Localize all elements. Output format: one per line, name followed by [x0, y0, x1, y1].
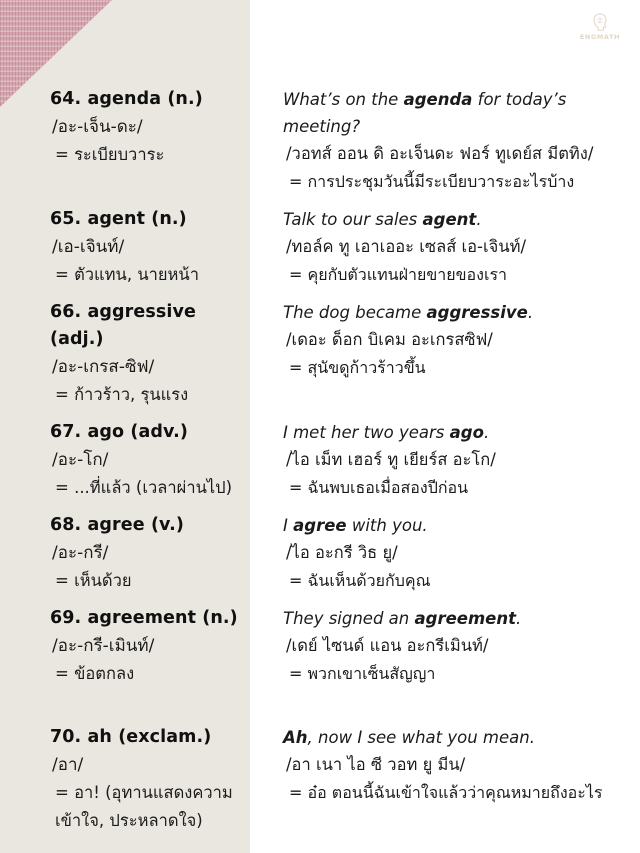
- entry-number: 65.: [50, 209, 82, 229]
- example-pre: I: [283, 516, 294, 535]
- entry-number: 69.: [50, 608, 82, 628]
- example-post: .: [527, 303, 534, 322]
- example-keyword: aggressive: [426, 303, 528, 322]
- example-keyword: agreement: [414, 609, 516, 628]
- example-pronunciation: /เดย์ ไซนด์ แอน อะกรีเมินท์/: [286, 636, 489, 655]
- entry-meaning: = ก้าวร้าว, รุนแรง: [55, 385, 189, 404]
- entry-word: ago: [87, 422, 125, 442]
- entry-pronunciation: /อะ-กรี-เมินท์/: [52, 636, 155, 656]
- example-post: .: [476, 210, 482, 229]
- entry-meaning: = ...ที่แล้ว (เวลาผ่านไป): [55, 478, 233, 497]
- entry-number: 68.: [50, 515, 82, 535]
- entry-pos: (n.): [151, 209, 187, 229]
- example-pronunciation: /ไอ อะกรี วิธ ยู/: [286, 543, 398, 562]
- example-pre: I met her two years: [283, 423, 450, 442]
- example-translation: = การประชุมวันนี้มีระเบียบวาระอะไรบ้าง: [289, 172, 575, 191]
- entry-example-block: [250, 86, 640, 196]
- entry-number: 70.: [50, 727, 82, 747]
- entry-pos: (v.): [150, 515, 184, 535]
- entry-word-block: [0, 605, 250, 688]
- example-keyword: Ah: [283, 728, 308, 747]
- engmath-logo: [568, 12, 632, 41]
- entry-pos: (n.): [202, 608, 238, 628]
- entry-pronunciation: /อา/: [52, 755, 84, 775]
- example-sentence: [283, 724, 583, 751]
- entry-pos: (exclam.): [118, 727, 212, 747]
- vocab-entry: [0, 206, 640, 289]
- entry-pronunciation: /อะ-กรี/: [52, 543, 109, 563]
- example-keyword: agree: [293, 516, 347, 535]
- entry-pos: (adv.): [130, 422, 188, 442]
- entry-number: 64.: [50, 89, 82, 109]
- example-sentence: [283, 512, 583, 539]
- vocab-entry: [0, 299, 640, 409]
- entry-word-block: [0, 419, 250, 502]
- example-translation: = อ๋อ ตอนนี้ฉันเข้าใจแล้วว่าคุณหมายถึงอะไร: [289, 783, 603, 802]
- entry-word-block: [0, 299, 250, 409]
- example-translation: = สุนัขดูก้าวร้าวขึ้น: [289, 358, 426, 377]
- entry-word: agree: [87, 515, 145, 535]
- example-sentence: [283, 86, 583, 140]
- entry-headword: [50, 419, 238, 446]
- entry-headword: [50, 724, 238, 751]
- example-pronunciation: /ทอล์ค ทู เอาเออะ เซลส์ เอ-เจินท์/: [286, 237, 527, 256]
- entry-pronunciation: /เอ-เจินท์/: [52, 237, 125, 257]
- entry-headword: [50, 206, 238, 233]
- entry-word: agenda: [87, 89, 162, 109]
- entry-number: 66.: [50, 302, 82, 322]
- entry-pos: (adj.): [50, 329, 104, 349]
- entry-headword: [50, 299, 238, 353]
- vocab-entry: [0, 724, 640, 835]
- entry-example-block: [250, 512, 640, 595]
- entry-example-block: [250, 419, 640, 502]
- entry-example-block: [250, 605, 640, 688]
- entry-headword: [50, 512, 238, 539]
- entry-word-block: [0, 724, 250, 835]
- entry-meaning: = ตัวแทน, นายหน้า: [55, 265, 199, 284]
- example-post: with you.: [346, 516, 428, 535]
- example-keyword: ago: [449, 423, 484, 442]
- entry-word-block: [0, 86, 250, 196]
- entry-example-block: [250, 724, 640, 835]
- example-keyword: agenda: [403, 90, 473, 109]
- example-translation: = คุยกับตัวแทนฝ่ายขายของเรา: [289, 265, 508, 284]
- example-post: , now I see what you mean.: [307, 728, 535, 747]
- example-pre: They signed an: [283, 609, 415, 628]
- entry-pos: (n.): [167, 89, 203, 109]
- example-keyword: agent: [422, 210, 477, 229]
- example-translation: = ฉันเห็นด้วยกับคุณ: [289, 571, 431, 590]
- entry-word: agent: [87, 209, 146, 229]
- example-sentence: [283, 419, 583, 446]
- entry-meaning: = เห็นด้วย: [55, 571, 132, 590]
- example-pre: The dog became: [283, 303, 427, 322]
- entry-meaning: = ข้อตกลง: [55, 664, 135, 683]
- entry-word: agreement: [87, 608, 197, 628]
- example-pre: What’s on the: [283, 90, 404, 109]
- vocab-entry: [0, 512, 640, 595]
- example-translation: = พวกเขาเซ็นสัญญา: [289, 664, 436, 683]
- head-icon: [591, 12, 609, 32]
- entry-word: ah: [87, 727, 112, 747]
- example-sentence: [283, 299, 583, 326]
- example-pronunciation: /วอทส์ ออน ดิ อะเจ็นดะ ฟอร์ ทูเดย์ส มีตทิง/: [286, 144, 594, 163]
- entry-pronunciation: /อะ-โก/: [52, 450, 109, 470]
- entry-meaning: = ระเบียบวาระ: [55, 145, 165, 164]
- entry-number: 67.: [50, 422, 82, 442]
- entry-example-block: [250, 299, 640, 409]
- vocab-entry: [0, 605, 640, 688]
- example-post: .: [515, 609, 522, 628]
- entry-headword: [50, 605, 238, 632]
- example-sentence: [283, 605, 583, 632]
- vocab-entry: [0, 86, 640, 196]
- example-pronunciation: /อา เนา ไอ ซี วอท ยู มีน/: [286, 755, 466, 774]
- example-pronunciation: /ไอ เม็ท เฮอร์ ทู เยียร์ส อะโก/: [286, 450, 496, 469]
- logo-text: ENGMATH: [579, 33, 621, 41]
- example-translation: = ฉันพบเธอเมื่อสองปีก่อน: [289, 478, 469, 497]
- example-post: for today’s meeting?: [283, 90, 567, 136]
- entry-headword: [50, 86, 238, 113]
- entry-pronunciation: /อะ-เจ็น-ดะ/: [52, 117, 143, 137]
- entry-word-block: [0, 206, 250, 289]
- entry-word-block: [0, 512, 250, 595]
- entry-example-block: [250, 206, 640, 289]
- entry-pronunciation: /อะ-เกรส-ซิฟ/: [52, 357, 155, 377]
- vocab-entry: [0, 419, 640, 502]
- entry-word: aggressive: [87, 302, 196, 322]
- example-post: .: [483, 423, 490, 442]
- example-sentence: [283, 206, 583, 233]
- example-pre: Talk to our sales: [283, 210, 423, 229]
- entry-meaning: = อา! (อุทานแสดงความเข้าใจ, ประหลาดใจ): [55, 783, 233, 830]
- example-pronunciation: /เดอะ ด็อก บิเคม อะเกรสซิฟ/: [286, 330, 493, 349]
